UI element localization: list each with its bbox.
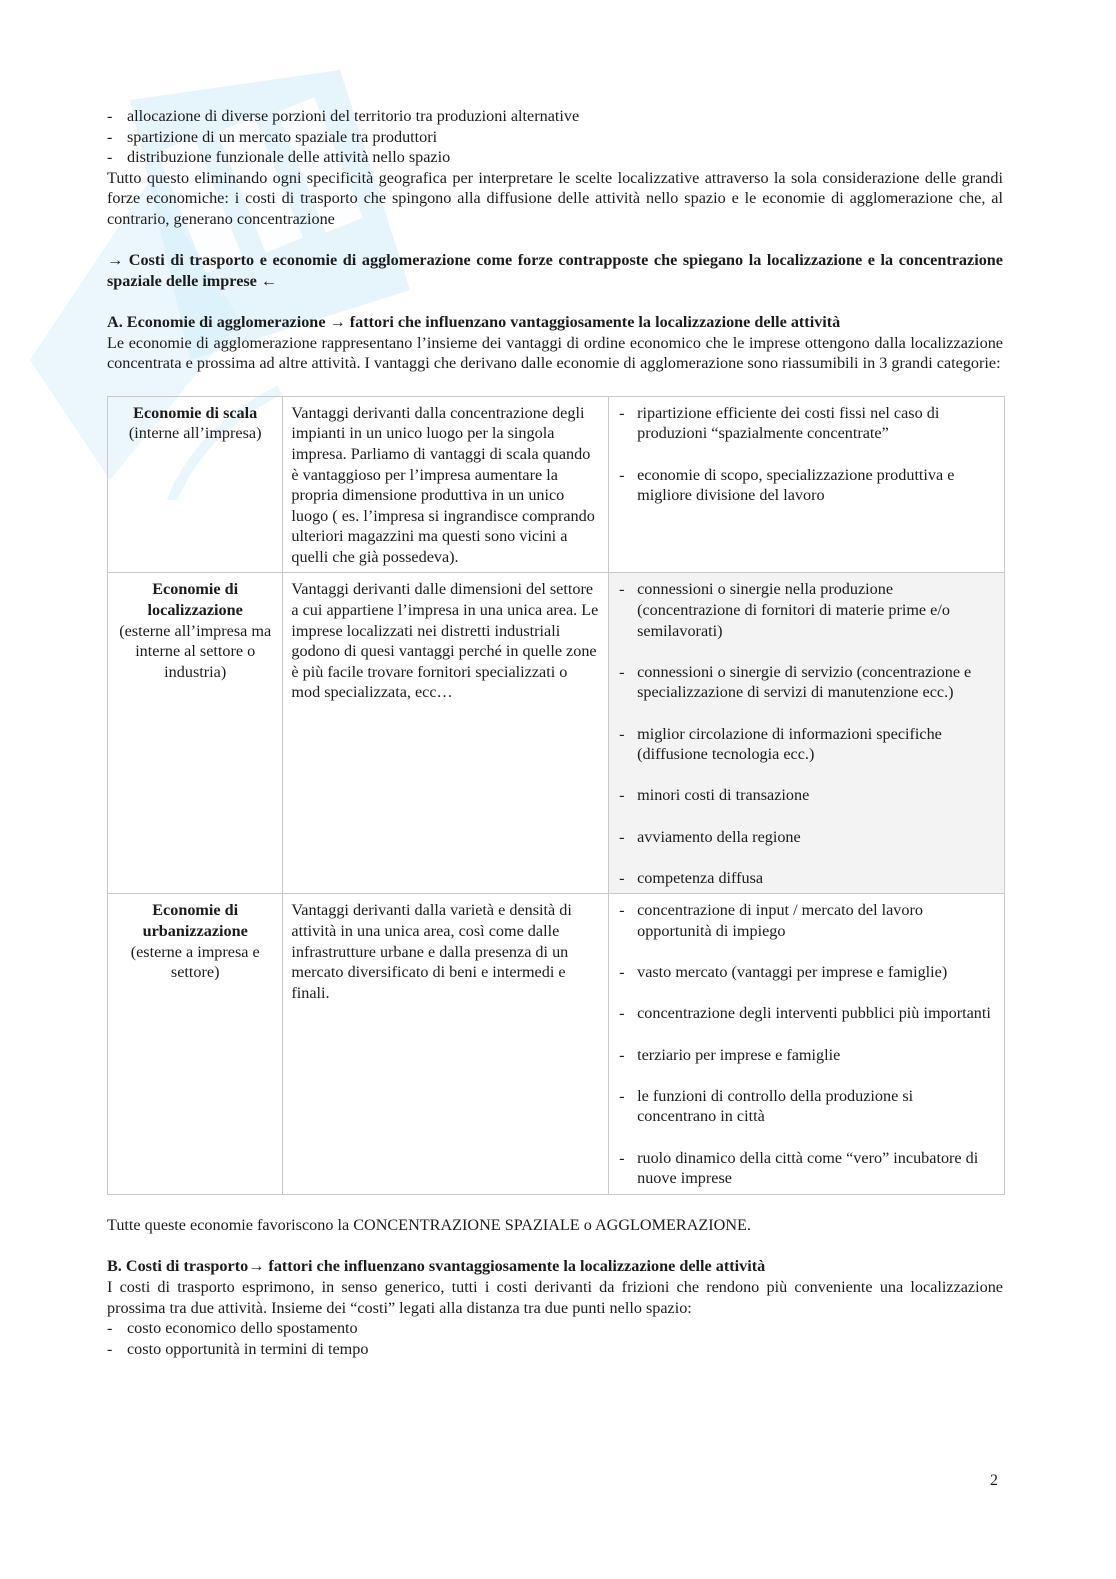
list-item: - concentrazione di input / mercato del lavoro opportunità di impiego: [617, 900, 996, 941]
section-b-heading: B. Costi di trasporto→ fattori che influenzano svantaggiosamente la localizzazione delle attività: [107, 1257, 766, 1276]
table-row: [108, 894, 1005, 1194]
list-item: - ripartizione efficiente dei costi fissi nel caso di produzioni “spazialmente concentrate”: [617, 403, 996, 444]
list-item: - costo economico dello spostamento: [107, 1318, 1003, 1339]
list-item: - avviamento della regione: [617, 827, 996, 848]
list-item: - costo opportunità in termini di tempo: [107, 1339, 1003, 1360]
table-row: [108, 396, 1005, 573]
list-item: - spartizione di un mercato spaziale tra produttori: [107, 127, 1003, 148]
intro-list: [107, 106, 1003, 168]
intro-paragraph: Tutto questo eliminando ogni specificità geografica per interpretare le scelte localizzative attraverso la sola considerazione delle grandi forze economiche: i costi di trasporto che spingono alla diffusione delle attività nello spazio e le economie di agglomerazione che, al contrario, generano concentrazione: [107, 168, 1003, 228]
row-title: Economie di scala: [133, 403, 258, 422]
section-a-heading: A. Economie di agglomerazione → fattori che influenzano vantaggiosamente la localizzazione delle attività: [107, 312, 841, 331]
row-items-cell: [609, 894, 1005, 1194]
row-description: Vantaggi derivanti dalla varietà e densità di attività in una unica area, così come dalle infrastrutture urbane e dalla presenza di un mercato diversificato di beni e intermedi e finali.: [283, 894, 609, 1194]
list-item: - minori costi di transazione: [617, 785, 996, 806]
table-row: [108, 573, 1005, 894]
list-item: - vasto mercato (vantaggi per imprese e famiglie): [617, 962, 996, 983]
list-item: - terziario per imprese e famiglie: [617, 1045, 996, 1066]
row-subtitle: (esterne a impresa e settore): [130, 942, 260, 982]
row-items-cell: [609, 573, 1005, 894]
list-item: - economie di scopo, specializzazione produttiva e migliore divisione del lavoro: [617, 465, 996, 506]
section-a-paragraph: Le economie di agglomerazione rappresentano l’insieme dei vantaggi di ordine economico che le imprese ottengono dalla localizzazione concentrata e prossima ad altre attività. I vantaggi che derivano dalle economie di agglomerazione sono riassumibili in 3 grandi categorie:: [107, 333, 1003, 373]
row-title: Economie di urbanizzazione: [142, 901, 248, 940]
agglomeration-table: [107, 396, 1005, 1195]
page-number: 2: [990, 1472, 998, 1489]
key-statement: → Costi di trasporto e economie di agglomerazione come forze contrapposte che spiegano la localizzazione e la concentrazione spaziale delle imprese ←: [107, 251, 1003, 290]
section-b-paragraph: I costi di trasporto esprimono, in senso generico, tutti i costi derivanti da frizioni che rendono più conveniente una localizzazione prossima tra due attività. Insieme dei “costi” legati alla distanza tra due punti nello spazio:: [107, 1278, 1003, 1317]
row-title-cell: [108, 894, 283, 1194]
row-title-cell: [108, 573, 283, 894]
list-item: - ruolo dinamico della città come “vero” incubatore di nuove imprese: [617, 1148, 996, 1189]
list-item: - le funzioni di controllo della produzione si concentrano in città: [617, 1086, 996, 1127]
list-item: - concentrazione degli interventi pubblici più importanti: [617, 1003, 996, 1024]
row-title-cell: [108, 396, 283, 573]
list-item: - allocazione di diverse porzioni del territorio tra produzioni alternative: [107, 106, 1003, 127]
row-subtitle: (esterne all’impresa ma interne al settore o industria): [119, 621, 272, 681]
list-item: - competenza diffusa: [617, 868, 996, 889]
summary-sentence: Tutte queste economie favoriscono la CONCENTRAZIONE SPAZIALE o AGGLOMERAZIONE.: [107, 1216, 751, 1235]
section-b-list: [107, 1318, 1003, 1359]
list-item: - connessioni o sinergie di servizio (concentrazione e specializzazione di servizi di manutenzione ecc.): [617, 662, 996, 703]
list-item: - connessioni o sinergie nella produzione (concentrazione di fornitori di materie prime e/o semilavorati): [617, 579, 996, 641]
row-items-cell: [609, 396, 1005, 573]
row-subtitle: (interne all’impresa): [128, 424, 262, 443]
row-title: Economie di localizzazione: [147, 580, 243, 620]
list-item: - miglior circolazione di informazioni specifiche (diffusione tecnologia ecc.): [617, 724, 996, 765]
row-description: Vantaggi derivanti dalle dimensioni del settore a cui appartiene l’impresa in una unica area. Le imprese localizzati nei distretti industriali godono di quesi vantaggi perché in quelle zone è più facile trovare fornitori specializzati o mod specializzata, ecc…: [283, 573, 609, 894]
list-item: - distribuzione funzionale delle attività nello spazio: [107, 147, 1003, 168]
row-description: Vantaggi derivanti dalla concentrazione degli impianti in un unico luogo per la singola impresa. Parliamo di vantaggi di scala quando è vantaggioso per l’impresa aumentare la propria dimensione produttiva in un unico luogo ( es. l’impresa si ingrandisce comprando ulteriori magazzini ma questi sono vicini a quelli che già possedeva).: [283, 396, 609, 573]
document-page: [107, 106, 1003, 1359]
